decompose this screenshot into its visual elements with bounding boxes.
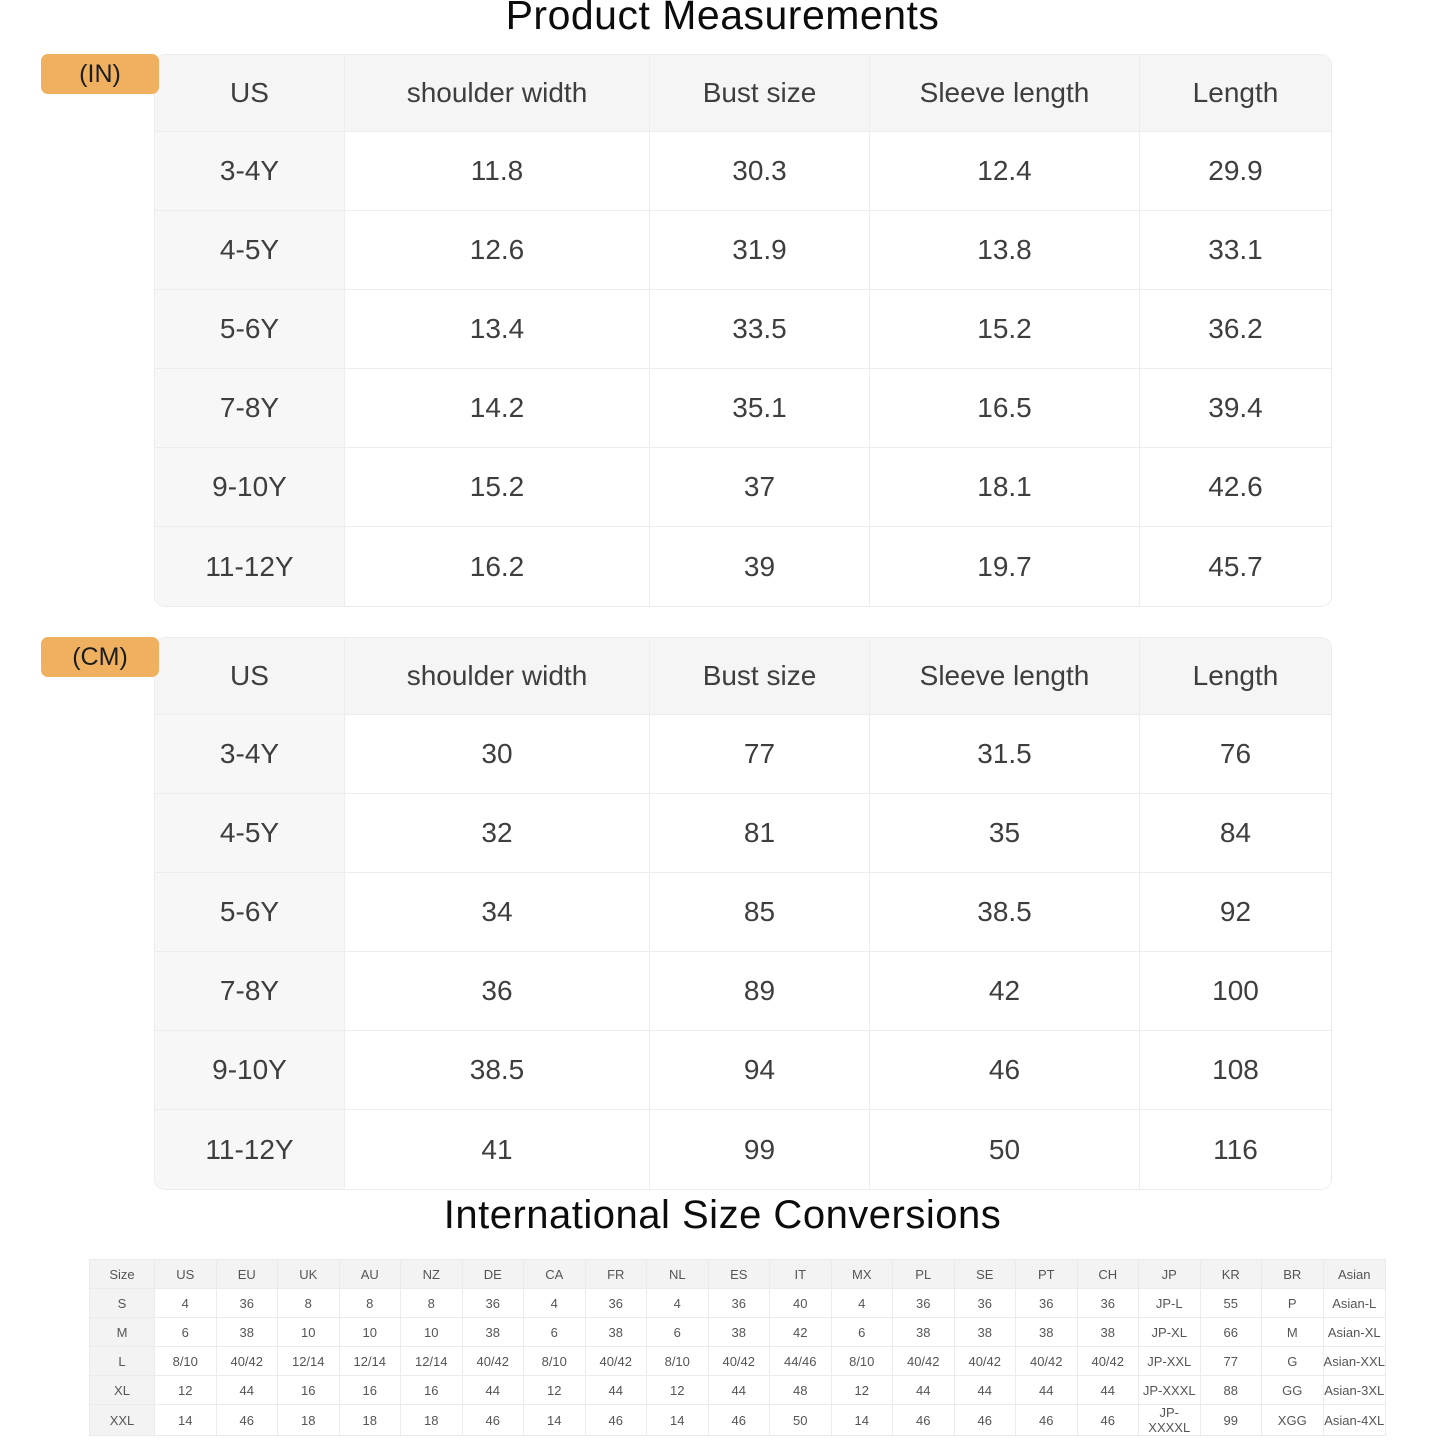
table-cell: 12.4	[870, 132, 1140, 211]
row-header: 9-10Y	[155, 448, 345, 527]
column-header: shoulder width	[345, 55, 650, 132]
table-cell: 39.4	[1140, 369, 1331, 448]
table-cell: 14	[832, 1405, 894, 1435]
table-cell: 13.4	[345, 290, 650, 369]
column-header: NL	[647, 1260, 709, 1289]
column-header: EU	[217, 1260, 279, 1289]
table-cell: 6	[832, 1318, 894, 1347]
table-cell: 8/10	[155, 1347, 217, 1376]
table-cell: 40/42	[586, 1347, 648, 1376]
column-header: NZ	[401, 1260, 463, 1289]
table-cell: 10	[340, 1318, 402, 1347]
column-header: Bust size	[650, 638, 870, 715]
table-row	[90, 1405, 1385, 1435]
row-header: 11-12Y	[155, 1110, 345, 1189]
table-cell: 38	[955, 1318, 1017, 1347]
row-header: 11-12Y	[155, 527, 345, 606]
table-cell: 30	[345, 715, 650, 794]
table-cell: 6	[155, 1318, 217, 1347]
column-header: Sleeve length	[870, 55, 1140, 132]
table-cell: 37	[650, 448, 870, 527]
column-header: KR	[1201, 1260, 1263, 1289]
table-row	[155, 715, 1331, 794]
column-header: IT	[770, 1260, 832, 1289]
table-cell: 12/14	[340, 1347, 402, 1376]
table-cell: 89	[650, 952, 870, 1031]
unit-badge-centimeters: (CM)	[41, 637, 159, 677]
table-row	[155, 527, 1331, 606]
table-cell: 4	[524, 1289, 586, 1318]
table-cell: 4	[647, 1289, 709, 1318]
row-header: 5-6Y	[155, 873, 345, 952]
table-cell: 14	[647, 1405, 709, 1435]
table-cell: 4	[155, 1289, 217, 1318]
table-cell: 44	[955, 1376, 1017, 1405]
table-cell: 8/10	[832, 1347, 894, 1376]
table-cell: 36	[955, 1289, 1017, 1318]
table-cell: Asian-4XL	[1324, 1412, 1385, 1428]
table-cell: 16.2	[345, 527, 650, 606]
table-cell: 46	[955, 1405, 1017, 1435]
table-cell: M	[1262, 1318, 1324, 1347]
table-cell: 4	[832, 1289, 894, 1318]
table-cell: 18	[401, 1405, 463, 1435]
table-cell: 10	[401, 1318, 463, 1347]
table-cell: 8/10	[647, 1347, 709, 1376]
table-cell: XGG	[1262, 1405, 1324, 1435]
table-cell: 10	[278, 1318, 340, 1347]
column-header: shoulder width	[345, 638, 650, 715]
column-header: PL	[893, 1260, 955, 1289]
table-cell: 36	[709, 1289, 771, 1318]
table-cell: 6	[524, 1318, 586, 1347]
table-cell: 50	[770, 1405, 832, 1435]
column-header: Bust size	[650, 55, 870, 132]
table-cell: 50	[870, 1110, 1140, 1189]
table-cell: 94	[650, 1031, 870, 1110]
unit-badge-inches: (IN)	[41, 54, 159, 94]
table-cell: P	[1262, 1289, 1324, 1318]
table-cell: 34	[345, 873, 650, 952]
table-cell: 55	[1201, 1289, 1263, 1318]
table-cell: 36	[463, 1289, 525, 1318]
table-cell: 12.6	[345, 211, 650, 290]
table-cell: 40	[770, 1289, 832, 1318]
table-cell: 18.1	[870, 448, 1140, 527]
table-cell: 8	[340, 1289, 402, 1318]
table-cell: 35.1	[650, 369, 870, 448]
header-row	[155, 638, 1331, 715]
table-cell: 16	[340, 1376, 402, 1405]
table-cell: 36	[1078, 1289, 1140, 1318]
table-cell: 38	[709, 1318, 771, 1347]
table-cell: 38	[893, 1318, 955, 1347]
row-header: XXL	[90, 1405, 155, 1435]
table-cell: 36	[586, 1289, 648, 1318]
table-cell: 38.5	[345, 1031, 650, 1110]
table-cell: Asian-XL	[1324, 1318, 1386, 1347]
table-row	[155, 873, 1331, 952]
table-cell: 32	[345, 794, 650, 873]
column-header: Size	[90, 1260, 155, 1289]
row-header: 3-4Y	[155, 132, 345, 211]
row-header: 5-6Y	[155, 290, 345, 369]
table-cell: 18	[278, 1405, 340, 1435]
measurements-table-inches	[155, 55, 1331, 606]
table-cell: 44	[463, 1376, 525, 1405]
table-cell: 42	[870, 952, 1140, 1031]
table-cell: 81	[650, 794, 870, 873]
column-header: CA	[524, 1260, 586, 1289]
table-cell: JP-XXXXL	[1139, 1405, 1201, 1435]
table-cell: 88	[1201, 1376, 1263, 1405]
table-cell: 100	[1140, 952, 1331, 1031]
table-cell: 38.5	[870, 873, 1140, 952]
column-header: US	[155, 638, 345, 715]
table-row	[90, 1347, 1385, 1376]
table-cell: JP-XL	[1139, 1318, 1201, 1347]
column-header: SE	[955, 1260, 1017, 1289]
table-cell: 15.2	[870, 290, 1140, 369]
table-cell: JP-L	[1139, 1289, 1201, 1318]
row-header: 3-4Y	[155, 715, 345, 794]
table-cell: 66	[1201, 1318, 1263, 1347]
table-row	[155, 794, 1331, 873]
table-cell: 92	[1140, 873, 1331, 952]
table-cell: Asian-L	[1324, 1289, 1386, 1318]
table-cell: 30.3	[650, 132, 870, 211]
table-row	[155, 132, 1331, 211]
table-cell: 35	[870, 794, 1140, 873]
column-header: Length	[1140, 638, 1331, 715]
conversions-title: International Size Conversions	[443, 1193, 1002, 1237]
table-row	[155, 1031, 1331, 1110]
row-header: XL	[90, 1376, 155, 1405]
table-cell: 42.6	[1140, 448, 1331, 527]
table-cell: 40/42	[955, 1347, 1017, 1376]
table-row	[90, 1376, 1385, 1405]
table-cell: 44	[1078, 1376, 1140, 1405]
row-header: M	[90, 1318, 155, 1347]
table-cell: 38	[586, 1318, 648, 1347]
table-cell: 42	[770, 1318, 832, 1347]
column-header: Asian	[1324, 1260, 1386, 1289]
column-header: UK	[278, 1260, 340, 1289]
table-cell: 19.7	[870, 527, 1140, 606]
table-cell: 44	[709, 1376, 771, 1405]
table-cell: 38	[217, 1318, 279, 1347]
table-cell: 6	[647, 1318, 709, 1347]
table-cell: 36	[217, 1289, 279, 1318]
table-cell: 44	[586, 1376, 648, 1405]
table-cell: 85	[650, 873, 870, 952]
table-cell: 46	[463, 1405, 525, 1435]
row-header: 7-8Y	[155, 369, 345, 448]
table-cell: 12/14	[401, 1347, 463, 1376]
table-cell: 12	[647, 1376, 709, 1405]
table-cell: 44	[1016, 1376, 1078, 1405]
table-cell: 46	[217, 1405, 279, 1435]
table-cell: 12/14	[278, 1347, 340, 1376]
table-row	[90, 1318, 1385, 1347]
table-cell: JP-XXXL	[1139, 1376, 1201, 1405]
table-cell: 16.5	[870, 369, 1140, 448]
table-cell: 76	[1140, 715, 1331, 794]
row-header: 4-5Y	[155, 794, 345, 873]
column-header: MX	[832, 1260, 894, 1289]
table-cell: 14	[524, 1405, 586, 1435]
table-cell: 12	[155, 1376, 217, 1405]
table-row	[155, 290, 1331, 369]
table-cell: 116	[1213, 1133, 1258, 1165]
table-cell: 44	[893, 1376, 955, 1405]
row-header: 4-5Y	[155, 211, 345, 290]
column-header: CH	[1078, 1260, 1140, 1289]
table-cell: 38	[1016, 1318, 1078, 1347]
row-header: L	[90, 1347, 155, 1376]
table-cell: 31.9	[650, 211, 870, 290]
table-cell: 33.1	[1140, 211, 1331, 290]
table-cell: 18	[340, 1405, 402, 1435]
table-cell: 40/42	[217, 1347, 279, 1376]
table-cell: 14.2	[345, 369, 650, 448]
table-row	[155, 448, 1331, 527]
table-cell: 40/42	[1078, 1347, 1140, 1376]
table-cell: G	[1262, 1347, 1324, 1376]
table-cell: 108	[1140, 1031, 1331, 1110]
table-cell: 40/42	[1016, 1347, 1078, 1376]
table-cell: 46	[870, 1031, 1140, 1110]
table-cell: 8	[278, 1289, 340, 1318]
column-header: US	[155, 1260, 217, 1289]
table-cell: 40/42	[709, 1347, 771, 1376]
table-cell: 15.2	[345, 448, 650, 527]
table-cell: 36.2	[1140, 290, 1331, 369]
table-cell: JP-XXL	[1139, 1347, 1201, 1376]
column-header: JP	[1139, 1260, 1201, 1289]
table-cell: 13.8	[870, 211, 1140, 290]
table-cell: 16	[278, 1376, 340, 1405]
table-cell: 11.8	[345, 132, 650, 211]
size-conversions-table	[90, 1260, 1385, 1435]
column-header: FR	[586, 1260, 648, 1289]
table-cell: 14	[155, 1405, 217, 1435]
column-header: Length	[1140, 55, 1331, 132]
table-cell: 41	[345, 1110, 650, 1189]
header-row	[155, 55, 1331, 132]
table-cell: 46	[586, 1405, 648, 1435]
table-cell: 46	[893, 1405, 955, 1435]
table-cell: 99	[650, 1110, 870, 1189]
table-cell: 99	[1201, 1405, 1263, 1435]
table-cell: 84	[1140, 794, 1331, 873]
table-cell: Asian-XXL	[1324, 1347, 1386, 1376]
table-cell: 8	[401, 1289, 463, 1318]
table-cell: 46	[709, 1405, 771, 1435]
table-row	[155, 211, 1331, 290]
table-cell: 45.7	[1208, 550, 1263, 582]
column-header: BR	[1262, 1260, 1324, 1289]
table-cell: 48	[770, 1376, 832, 1405]
table-cell: 44/46	[770, 1347, 832, 1376]
column-header: AU	[340, 1260, 402, 1289]
column-header: US	[155, 55, 345, 132]
table-cell: 77	[650, 715, 870, 794]
row-header: 9-10Y	[155, 1031, 345, 1110]
table-cell: 46	[1078, 1405, 1140, 1435]
column-header: ES	[709, 1260, 771, 1289]
table-cell: 77	[1201, 1347, 1263, 1376]
column-header: PT	[1016, 1260, 1078, 1289]
measurements-table-centimeters	[155, 638, 1331, 1189]
table-row	[155, 1110, 1331, 1189]
table-cell: 36	[345, 952, 650, 1031]
table-cell: 33.5	[650, 290, 870, 369]
table-cell: 36	[893, 1289, 955, 1318]
table-row	[155, 369, 1331, 448]
row-header: 7-8Y	[155, 952, 345, 1031]
table-cell: 40/42	[893, 1347, 955, 1376]
table-row	[90, 1289, 1385, 1318]
table-cell: 44	[217, 1376, 279, 1405]
page-title: Product Measurements	[505, 0, 940, 38]
table-cell: GG	[1262, 1376, 1324, 1405]
column-header: Sleeve length	[870, 638, 1140, 715]
row-header: S	[90, 1289, 155, 1318]
table-cell: 38	[1078, 1318, 1140, 1347]
table-cell: Asian-3XL	[1324, 1376, 1386, 1405]
header-row	[90, 1260, 1385, 1289]
table-cell: 46	[1016, 1405, 1078, 1435]
table-row	[155, 952, 1331, 1031]
table-cell: 36	[1016, 1289, 1078, 1318]
column-header: DE	[463, 1260, 525, 1289]
table-cell: 8/10	[524, 1347, 586, 1376]
table-cell: 29.9	[1140, 132, 1331, 211]
table-cell: 12	[524, 1376, 586, 1405]
table-cell: 40/42	[463, 1347, 525, 1376]
table-cell: 16	[401, 1376, 463, 1405]
table-cell: 39	[650, 527, 870, 606]
table-cell: 12	[832, 1376, 894, 1405]
table-cell: 38	[463, 1318, 525, 1347]
table-cell: 31.5	[870, 715, 1140, 794]
